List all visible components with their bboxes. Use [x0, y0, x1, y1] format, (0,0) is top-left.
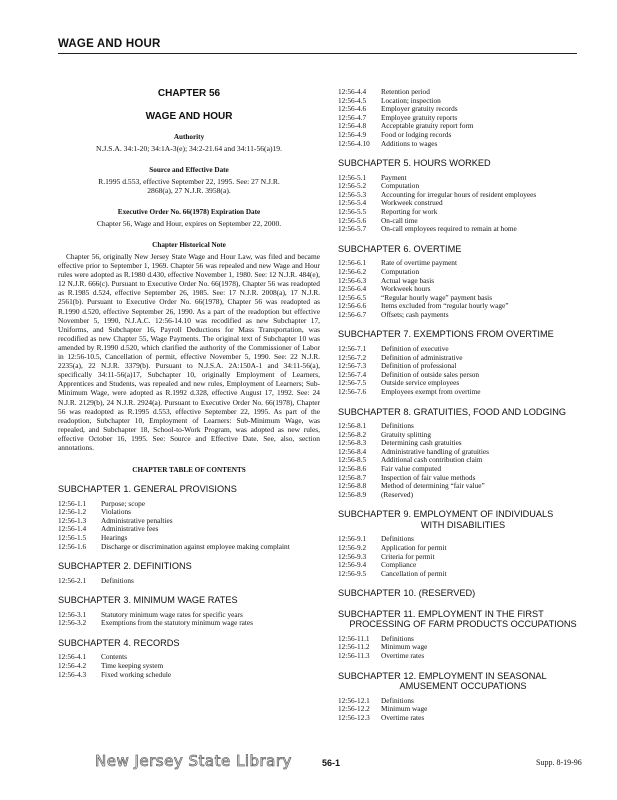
subchapter-entries — [58, 611, 320, 628]
section-number: 12:56-9.3 — [338, 551, 367, 561]
records-continued — [338, 88, 588, 148]
section-title: Workweek construed — [381, 198, 443, 208]
section-title: Outside service employees — [381, 378, 460, 388]
section-title: Minimum wage — [381, 642, 428, 652]
section-title: Definitions — [381, 633, 414, 643]
toc-entry — [338, 456, 588, 465]
subchapter-title: SUBCHAPTER 7. EXEMPTIONS FROM OVERTIME — [338, 329, 554, 340]
subchapter-heading — [58, 595, 320, 606]
section-title: Fair value computed — [381, 464, 441, 473]
section-number: 12:56-9.1 — [338, 534, 367, 544]
section-title: Administrative fees — [101, 524, 159, 534]
subchapter-entries — [58, 577, 320, 586]
toc-entry — [58, 662, 320, 671]
section-number: 12:56-6.2 — [338, 266, 367, 276]
section-number: 12:56-2.1 — [58, 575, 87, 585]
section-title: Items excluded from “regular hourly wage” — [381, 301, 509, 311]
exec-order-text: Chapter 56, Wage and Hour, expires on September 22, 2000. — [96, 219, 282, 228]
toc-entry — [338, 259, 588, 268]
subchapter-heading — [58, 561, 320, 572]
toc-entry — [58, 517, 320, 526]
section-title: Determining cash gratuities — [381, 438, 462, 448]
subchapter-entries — [338, 422, 588, 499]
section-title: Employee gratuity reports — [381, 112, 458, 122]
section-title: “Regular hourly wage” payment basis — [381, 292, 493, 302]
section-title: Definition of professional — [381, 361, 457, 371]
toc-entry — [58, 577, 320, 586]
section-number: 12:56-12.1 — [338, 695, 370, 705]
section-title: Administrative handling of gratuities — [381, 446, 490, 456]
toc-entry — [338, 268, 588, 277]
section-number: 12:56-4.6 — [338, 104, 367, 114]
section-title: Definitions — [381, 421, 414, 431]
section-number: 12:56-4.1 — [58, 652, 87, 662]
toc-entry — [338, 97, 588, 106]
section-title: Additions to wages — [381, 138, 438, 148]
subchapter-title: SUBCHAPTER 4. RECORDS — [58, 637, 180, 648]
section-number: 12:56-8.3 — [338, 438, 367, 448]
toc-entry — [338, 553, 588, 562]
section-number: 12:56-3.1 — [58, 609, 87, 619]
subchapter-title: SUBCHAPTER 5. HOURS WORKED — [338, 158, 491, 169]
section-title: Acceptable gratuity report form — [381, 121, 474, 131]
section-title: Definition of outside sales person — [381, 369, 480, 379]
toc-entry — [338, 544, 588, 553]
chapter-title: WAGE AND HOUR — [145, 111, 233, 122]
subchapter-title: SUBCHAPTER 2. DEFINITIONS — [58, 561, 192, 572]
section-title: Fixed working schedule — [101, 669, 172, 679]
toc-entry — [338, 422, 588, 431]
toc-heading: CHAPTER TABLE OF CONTENTS — [132, 466, 246, 475]
section-title: Inspection of fair value methods — [381, 472, 476, 482]
toc-entry — [338, 88, 588, 97]
toc-entry — [338, 635, 588, 644]
section-title: Rate of overtime payment — [381, 258, 457, 268]
toc-entry — [338, 140, 588, 149]
toc-entry — [338, 643, 588, 652]
subchapter-heading — [338, 407, 588, 418]
section-number: 12:56-3.2 — [58, 618, 87, 628]
toc-entry — [338, 561, 588, 570]
subchapter-heading — [338, 329, 588, 340]
subchapter-title: SUBCHAPTER 12. EMPLOYMENT IN SEASONAL — [338, 670, 547, 681]
toc-entry — [58, 619, 320, 628]
toc-entry — [338, 191, 588, 200]
subchapter-entries — [338, 345, 588, 397]
section-number: 12:56-5.1 — [338, 172, 367, 182]
subchapter-heading — [338, 158, 588, 169]
section-number: 12:56-8.4 — [338, 446, 367, 456]
subchapter-entries — [338, 635, 588, 661]
subchapter-heading — [58, 638, 320, 649]
section-title: Overtime rates — [381, 712, 425, 722]
section-title: Hearings — [101, 532, 128, 542]
toc-entry — [338, 388, 588, 397]
toc-entry — [338, 705, 588, 714]
history-heading: Chapter Historical Note — [152, 241, 226, 249]
authority-text: N.J.S.A. 34:1-20; 34:1A-3(e); 34:2-21.64 and 34:11-56(a)19. — [96, 144, 282, 153]
section-title: Payment — [381, 172, 407, 182]
section-number: 12:56-5.6 — [338, 215, 367, 225]
toc-entry — [338, 652, 588, 661]
toc-entry — [338, 431, 588, 440]
section-number: 12:56-4.5 — [338, 95, 367, 105]
section-number: 12:56-8.5 — [338, 455, 367, 465]
section-title: Definitions — [101, 575, 134, 585]
section-number: 12:56-5.7 — [338, 224, 367, 234]
section-number: 12:56-4.4 — [338, 87, 367, 96]
section-number: 12:56-9.4 — [338, 560, 367, 570]
toc-entry — [338, 371, 588, 380]
section-title: Offsets; cash payments — [381, 309, 449, 319]
section-title: Gratuity splitting — [381, 429, 432, 439]
toc-entry — [338, 131, 588, 140]
subchapter-entries — [338, 259, 588, 319]
toc-entry — [58, 525, 320, 534]
section-title: On-call employees required to remain at home — [381, 224, 517, 234]
section-title: Violations — [101, 507, 131, 517]
section-title: Discharge or discrimination against employee making complaint — [101, 541, 290, 551]
section-number: 12:56-9.2 — [338, 542, 367, 552]
subchapter-title: SUBCHAPTER 1. GENERAL PROVISIONS — [58, 484, 237, 495]
section-title: Reporting for work — [381, 207, 438, 217]
toc-entry — [338, 570, 588, 579]
section-number: 12:56-8.2 — [338, 429, 367, 439]
right-toc — [338, 158, 588, 722]
toc-entry — [58, 500, 320, 509]
section-title: Minimum wage — [381, 704, 428, 714]
exec-order-heading: Executive Order No. 66(1978) Expiration Date — [117, 208, 261, 216]
toc-entry — [338, 225, 588, 234]
header-rule — [58, 53, 577, 54]
section-title: Method of determining “fair value” — [381, 481, 485, 491]
toc-entry — [338, 208, 588, 217]
section-number: 12:56-4.7 — [338, 112, 367, 122]
section-number: 12:56-7.5 — [338, 378, 367, 388]
section-number: 12:56-11.3 — [338, 651, 370, 661]
section-title: Definitions — [381, 534, 414, 544]
toc-entry — [58, 653, 320, 662]
left-column — [58, 88, 320, 689]
toc-entry — [338, 482, 588, 491]
toc-entry — [338, 199, 588, 208]
section-number: 12:56-5.2 — [338, 181, 367, 191]
section-number: 12:56-11.2 — [338, 642, 370, 652]
toc-entry — [338, 345, 588, 354]
toc-entry — [338, 491, 588, 500]
section-number: 12:56-8.6 — [338, 464, 367, 473]
section-number: 12:56-8.9 — [338, 489, 367, 499]
section-title: Additional cash contribution claim — [381, 455, 483, 465]
left-toc — [58, 484, 320, 679]
section-number: 12:56-7.3 — [338, 361, 367, 371]
section-title: Workweek hours — [381, 284, 431, 294]
section-number: 12:56-11.1 — [338, 633, 370, 643]
section-number: 12:56-1.2 — [58, 507, 87, 517]
subchapter-title: SUBCHAPTER 8. GRATUITIES, FOOD AND LODGING — [338, 406, 567, 417]
toc-entry — [338, 535, 588, 544]
subchapter-heading — [338, 509, 588, 530]
section-number: 12:56-7.1 — [338, 343, 367, 353]
subchapter-title-continued: WITH DISABILITIES — [420, 519, 506, 530]
section-number: 12:56-4.2 — [58, 661, 87, 670]
source-text: R.1995 d.553, effective September 22, 1995. See: 27 N.J.R. 2868(a), 27 N.J.R. 3958(a). — [98, 177, 280, 195]
section-number: 12:56-8.1 — [338, 421, 367, 431]
toc-entry — [338, 311, 588, 320]
authority-heading: Authority — [173, 133, 205, 141]
section-number: 12:56-1.5 — [58, 532, 87, 542]
section-number: 12:56-6.7 — [338, 309, 367, 319]
section-title: Computation — [381, 266, 420, 276]
toc-entry — [338, 277, 588, 286]
section-number: 12:56-4.9 — [338, 129, 367, 139]
subchapter-entries — [338, 174, 588, 234]
subchapter-title: SUBCHAPTER 3. MINIMUM WAGE RATES — [58, 595, 238, 606]
section-number: 12:56-7.4 — [338, 369, 367, 379]
section-title: Time keeping system — [101, 661, 164, 670]
section-number: 12:56-5.3 — [338, 189, 367, 199]
running-head: WAGE AND HOUR — [58, 38, 161, 50]
section-number: 12:56-6.4 — [338, 284, 367, 294]
section-title: Employees exempt from overtime — [381, 386, 481, 396]
section-number: 12:56-5.5 — [338, 207, 367, 217]
toc-entry — [58, 671, 320, 680]
section-number: 12:56-6.6 — [338, 301, 367, 311]
section-title: On-call time — [381, 215, 418, 225]
section-title: Definition of executive — [381, 343, 449, 353]
section-number: 12:56-4.3 — [58, 669, 87, 679]
subchapter-heading — [338, 609, 588, 630]
supplement-date: Supp. 8-19-96 — [536, 758, 582, 767]
subchapter-title-continued: PROCESSING OF FARM PRODUCTS OCCUPATIONS — [349, 619, 577, 630]
section-title: Employer gratuity records — [381, 104, 458, 114]
section-number: 12:56-6.3 — [338, 275, 367, 285]
toc-entry — [58, 543, 320, 552]
right-column — [338, 88, 588, 732]
toc-entry — [338, 105, 588, 114]
subchapter-title: SUBCHAPTER 11. EMPLOYMENT IN THE FIRST — [338, 608, 544, 619]
section-title: Location; inspection — [381, 95, 441, 105]
toc-entry — [338, 174, 588, 183]
section-title: Statutory minimum wage rates for specific years — [101, 609, 243, 619]
section-title: Purpose; scope — [101, 498, 145, 508]
toc-entry — [338, 697, 588, 706]
page-number: 56-1 — [322, 758, 341, 768]
section-number: 12:56-7.6 — [338, 386, 367, 396]
section-number: 12:56-8.7 — [338, 472, 367, 482]
section-title: Contents — [101, 652, 127, 662]
subchapter-heading — [58, 484, 320, 495]
section-title: Actual wage basis — [381, 275, 435, 285]
subchapter-entries — [58, 653, 320, 679]
chapter-number: CHAPTER 56 — [157, 88, 221, 99]
section-title: Definition of administrative — [381, 352, 463, 362]
toc-entry — [338, 714, 588, 723]
section-title: Cancellation of permit — [381, 568, 447, 578]
subchapter-heading — [338, 671, 588, 692]
section-number: 12:56-1.3 — [58, 515, 87, 525]
section-title: Definitions — [381, 695, 414, 705]
subchapter-heading — [338, 244, 588, 255]
section-number: 12:56-8.8 — [338, 481, 367, 491]
section-number: 12:56-4.8 — [338, 121, 367, 131]
section-number: 12:56-12.2 — [338, 704, 370, 714]
section-number: 12:56-1.4 — [58, 524, 87, 534]
subchapter-title: SUBCHAPTER 9. EMPLOYMENT OF INDIVIDUALS — [338, 509, 554, 520]
subchapter-title: SUBCHAPTER 6. OVERTIME — [338, 243, 462, 254]
section-title: (Reserved) — [381, 489, 414, 499]
subchapter-title-continued: AMUSEMENT OCCUPATIONS — [399, 681, 527, 692]
section-number: 12:56-1.1 — [58, 498, 87, 508]
section-title: Compliance — [381, 560, 417, 570]
subchapter-entries — [338, 535, 588, 578]
subchapter-heading — [338, 588, 588, 599]
section-title: Accounting for irregular hours of resident employees — [381, 189, 537, 199]
source-heading: Source and Effective Date — [149, 166, 229, 174]
section-number: 12:56-1.6 — [58, 541, 87, 551]
toc-entry — [338, 302, 588, 311]
section-number: 12:56-12.3 — [338, 712, 370, 722]
subchapter-entries — [58, 500, 320, 552]
section-title: Administrative penalties — [101, 515, 173, 525]
section-title: Retention period — [381, 87, 430, 96]
section-number: 12:56-4.10 — [338, 138, 370, 148]
history-text: Chapter 56, originally New Jersey State Wage and Hour Law, was filed and became effective prior to September 1, 1969. Chapter 56 was repealed and new Wage and Hour rules were adopted as R.1980 d.430, effective November 1, 1980. See: 12 N.J.R. 484(e), 12 N.J.R. 666(c). Pursuant to Executive Order No. 66(1978), Chapter 56 was readopted as R.1985 d.524, effective September 26, 1985. See: 17 N.J.R. 2008(a), 17 N.J.R. 2561(b). Pursuant to Executive Order No. 66(1978), Chapter 56 was readopted as R.1990 d.520, effective September 26, 1990. As a part of the readoption but effective November 5, 1990, N.J.A.C. 12:56-14.10 was recodified as new Subchapter 17, Uniforms, and Subchapter 16, Payroll Deductions for Mass Transportation, was recodified as new Chapter 55, Wage Payments. The original text of Subchapter 10 was amended by R.1990 d.520, which clarified the authority of the Commissioner of Labor in 12:56-10.5, Cancellation of permit, effective November 5, 1990. See: 22 N.J.R. 2235(a), 22 N.J.R. 3379(b). Pursuant to N.J.S.A. 2A:150A-1 and 34:11-56(a), specifically 34:11-56(a)17, Subchapter 10, originally Employment of Learners, Apprentices and Students, was repealed and new rules, Employment of Learners; Sub-Minimum Wage, were adopted as R.1992 d.328, effective August 17, 1992. See: 24 N.J.R. 2129(b), 24 N.J.R. 2924(a). Pursuant to Executive Order No. 66(1978), Chapter 56 was readopted as R.1995 d.553, effective September 22, 1995. As part of the readoption, Subchapter 10, Employment of Learners: Sub-Minimum Wage, was repealed, and Subchapter 18, School-to-Work Program, was adopted as new rules, effective October 16, 1995. See: Source and Effective Date. See, also, section annotations. — [58, 252, 320, 452]
toc-entry — [58, 508, 320, 517]
section-number: 12:56-9.5 — [338, 568, 367, 578]
section-title: Criteria for permit — [381, 551, 435, 561]
section-number: 12:56-7.2 — [338, 352, 367, 362]
section-number: 12:56-6.5 — [338, 292, 367, 302]
section-number: 12:56-6.1 — [338, 258, 367, 268]
section-title: Food or lodging records — [381, 129, 452, 139]
section-number: 12:56-5.4 — [338, 198, 367, 208]
toc-entry — [338, 354, 588, 363]
subchapter-title: SUBCHAPTER 10. (RESERVED) — [338, 588, 476, 599]
toc-entry — [338, 122, 588, 131]
subchapter-entries — [338, 697, 588, 723]
section-title: Exemptions from the statutory minimum wage rates — [101, 618, 253, 628]
section-title: Application for permit — [381, 542, 447, 552]
library-watermark: New Jersey State Library — [95, 752, 292, 770]
section-title: Overtime rates — [381, 651, 425, 661]
section-title: Computation — [381, 181, 420, 191]
